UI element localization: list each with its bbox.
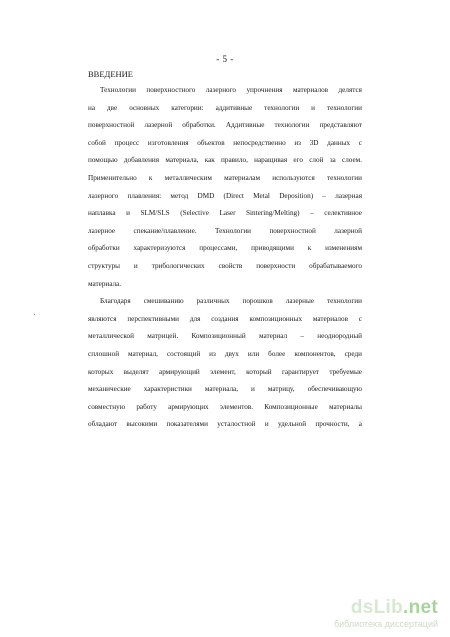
watermark-logo [334, 598, 438, 618]
text-line: лазерного плавления: метод DMD (Direct Metal Deposition) – лазерная [88, 191, 362, 200]
text-line: совместную работу армирующих элементов. Композиционные материалы [88, 402, 362, 411]
watermark-logo-tld: .net [403, 597, 438, 618]
watermark-logo-main: dsLib [350, 597, 404, 618]
text-line: являются перспективными для создания композиционных материалов с [88, 314, 362, 323]
text-line: Применительно к металлическим материалам используются технологии [88, 173, 362, 182]
text-line: обработки характеризуются процессами, приводящими к изменениям [88, 244, 362, 253]
text-line: обладают высокими показателями усталостной и удельной прочности, а [88, 420, 362, 429]
text-line: сплошной материал, состоящий из двух или более компонентов, среди [88, 349, 362, 358]
watermark-subtitle: библиотека диссертаций [333, 619, 438, 629]
text-line: на две основных категории: аддитивные технологии и технологии [88, 103, 362, 112]
section-heading: ВВЕДЕНИЕ [88, 69, 133, 79]
text-line: помощью добавления материала, как правило, наращивая его слой за слоем. [88, 156, 362, 165]
text-line: которых выделят армирующий элемент, который гарантирует требуемые [88, 367, 362, 376]
watermark [334, 598, 438, 629]
text-line: металлической матрицей. Композиционный материал – неоднородный [88, 332, 362, 341]
text-line: Технологии поверхностного лазерного упрочнения материалов делятся [100, 86, 362, 94]
paragraph-1 [88, 82, 362, 293]
text-line: структуры и трибологических свойств поверхности обрабатываемого [88, 261, 362, 270]
page-number: - 5 - [216, 54, 234, 64]
text-line: собой процесс изготовления объектов непосредственно из 3D данных с [88, 138, 362, 147]
text-line: лазерное спекание/плавление. Технологии поверхностной лазерной [88, 226, 362, 235]
margin-mark: ˎ [33, 306, 36, 315]
text-line: поверхностной лазерной обработки. Аддитивные технологии представляют [88, 121, 362, 130]
text-line: механические характеристики материала, и матрицу, обеспечивающую [88, 385, 362, 394]
paragraph-2 [88, 293, 362, 434]
body-text [88, 82, 362, 434]
text-line: Благодаря смешиванию различных порошков лазерные технологии [100, 297, 362, 306]
text-line: материала. [88, 279, 122, 288]
text-line: наплавка и SLM/SLS (Selective Laser Sintering/Melting) – селективное [88, 209, 362, 218]
